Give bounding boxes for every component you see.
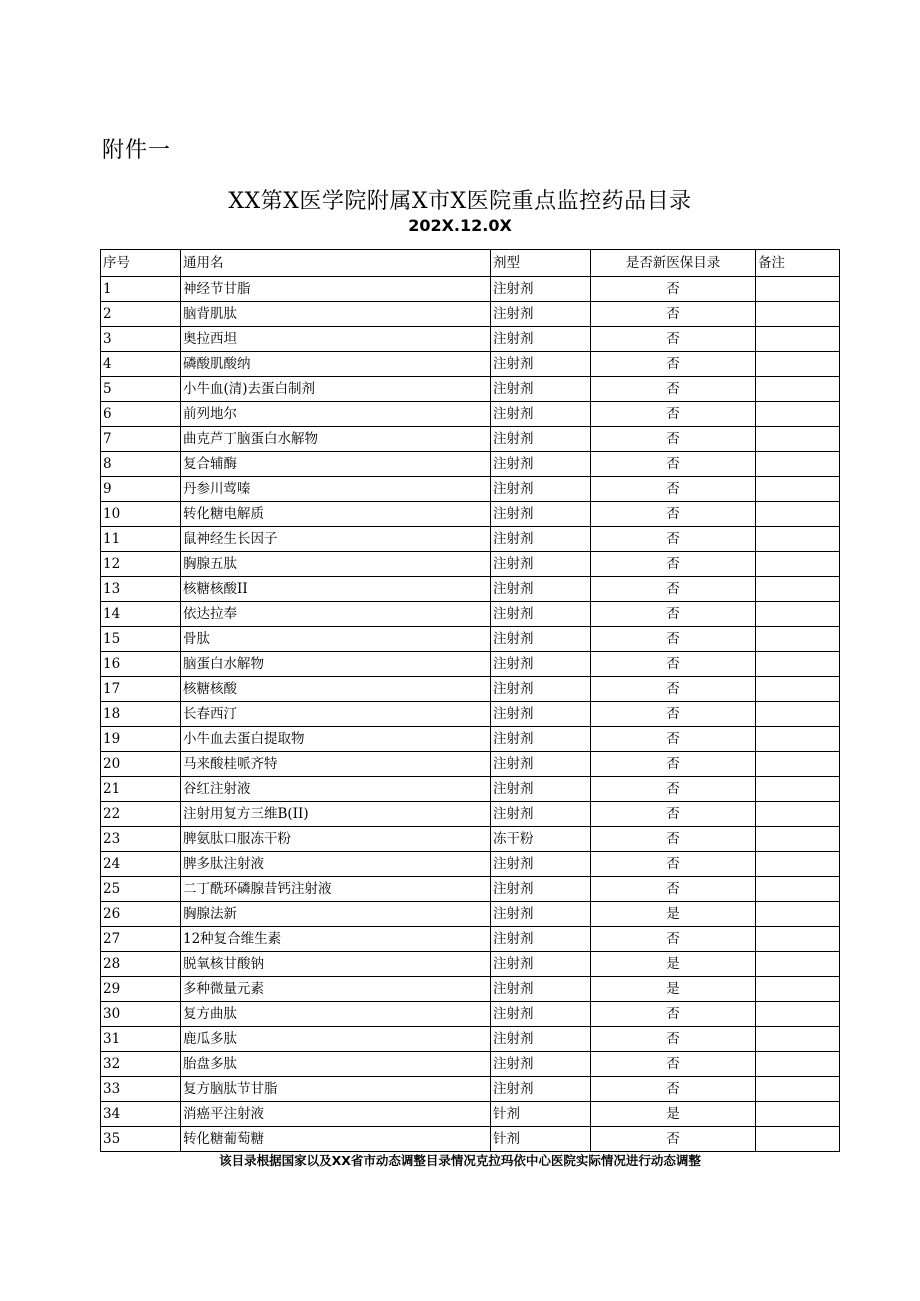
cell-serial-no: 6 [101, 402, 181, 427]
table-body [101, 277, 840, 1152]
cell-generic-name: 12种复合维生素 [181, 927, 491, 952]
document-date: 202X.12.0X [408, 216, 512, 235]
cell-generic-name: 磷酸肌酸纳 [181, 352, 491, 377]
cell-remark [756, 1127, 840, 1152]
cell-dosage-form: 注射剂 [491, 702, 591, 727]
attachment-label: 附件一 [102, 138, 172, 163]
cell-insurance-catalog: 否 [591, 627, 756, 652]
cell-dosage-form: 针剂 [491, 1102, 591, 1127]
cell-dosage-form: 注射剂 [491, 977, 591, 1002]
cell-serial-no: 7 [101, 427, 181, 452]
cell-dosage-form: 注射剂 [491, 452, 591, 477]
table-row [101, 852, 840, 877]
cell-remark [756, 627, 840, 652]
cell-remark [756, 377, 840, 402]
cell-insurance-catalog: 是 [591, 952, 756, 977]
cell-serial-no: 8 [101, 452, 181, 477]
table-row [101, 952, 840, 977]
cell-dosage-form: 注射剂 [491, 352, 591, 377]
cell-generic-name: 前列地尔 [181, 402, 491, 427]
cell-serial-no: 32 [101, 1052, 181, 1077]
table-row [101, 877, 840, 902]
cell-serial-no: 25 [101, 877, 181, 902]
cell-dosage-form: 注射剂 [491, 552, 591, 577]
cell-generic-name: 二丁酰环磷腺昔钙注射液 [181, 877, 491, 902]
cell-insurance-catalog: 否 [591, 752, 756, 777]
header-insurance-catalog: 是否新医保目录 [591, 250, 756, 277]
cell-remark [756, 927, 840, 952]
table-row [101, 777, 840, 802]
cell-generic-name: 骨肽 [181, 627, 491, 652]
cell-serial-no: 14 [101, 602, 181, 627]
cell-serial-no: 31 [101, 1027, 181, 1052]
cell-dosage-form: 注射剂 [491, 1077, 591, 1102]
cell-remark [756, 327, 840, 352]
table-row [101, 302, 840, 327]
table-header-row [101, 250, 840, 277]
cell-remark [756, 777, 840, 802]
cell-insurance-catalog: 否 [591, 652, 756, 677]
table-row [101, 277, 840, 302]
cell-insurance-catalog: 否 [591, 502, 756, 527]
cell-insurance-catalog: 否 [591, 402, 756, 427]
cell-insurance-catalog: 否 [591, 452, 756, 477]
cell-generic-name: 奥拉西坦 [181, 327, 491, 352]
cell-serial-no: 34 [101, 1102, 181, 1127]
cell-insurance-catalog: 否 [591, 352, 756, 377]
cell-generic-name: 小牛血(清)去蛋白制剂 [181, 377, 491, 402]
cell-dosage-form: 注射剂 [491, 602, 591, 627]
cell-remark [756, 952, 840, 977]
cell-dosage-form: 注射剂 [491, 477, 591, 502]
cell-generic-name: 鹿瓜多肽 [181, 1027, 491, 1052]
cell-dosage-form: 注射剂 [491, 727, 591, 752]
cell-insurance-catalog: 否 [591, 1052, 756, 1077]
table-row [101, 1127, 840, 1152]
table-row [101, 577, 840, 602]
table-row [101, 552, 840, 577]
cell-generic-name: 多种微量元素 [181, 977, 491, 1002]
cell-dosage-form: 注射剂 [491, 927, 591, 952]
cell-dosage-form: 注射剂 [491, 502, 591, 527]
cell-dosage-form: 冻干粉 [491, 827, 591, 852]
cell-insurance-catalog: 是 [591, 902, 756, 927]
cell-remark [756, 677, 840, 702]
cell-dosage-form: 注射剂 [491, 752, 591, 777]
cell-insurance-catalog: 否 [591, 327, 756, 352]
table-row [101, 902, 840, 927]
cell-serial-no: 9 [101, 477, 181, 502]
cell-generic-name: 依达拉奉 [181, 602, 491, 627]
header-serial-no: 序号 [101, 250, 181, 277]
cell-serial-no: 19 [101, 727, 181, 752]
cell-serial-no: 13 [101, 577, 181, 602]
cell-insurance-catalog: 否 [591, 802, 756, 827]
cell-remark [756, 1102, 840, 1127]
cell-insurance-catalog: 否 [591, 1077, 756, 1102]
table-row [101, 802, 840, 827]
table-row [101, 1002, 840, 1027]
cell-remark [756, 977, 840, 1002]
cell-remark [756, 752, 840, 777]
cell-remark [756, 527, 840, 552]
cell-serial-no: 4 [101, 352, 181, 377]
table-row [101, 1102, 840, 1127]
cell-serial-no: 20 [101, 752, 181, 777]
cell-generic-name: 转化糖电解质 [181, 502, 491, 527]
cell-insurance-catalog: 否 [591, 702, 756, 727]
cell-serial-no: 18 [101, 702, 181, 727]
cell-dosage-form: 注射剂 [491, 952, 591, 977]
cell-insurance-catalog: 否 [591, 377, 756, 402]
cell-remark [756, 302, 840, 327]
cell-dosage-form: 注射剂 [491, 427, 591, 452]
cell-insurance-catalog: 否 [591, 527, 756, 552]
cell-serial-no: 11 [101, 527, 181, 552]
cell-dosage-form: 注射剂 [491, 302, 591, 327]
cell-dosage-form: 注射剂 [491, 777, 591, 802]
cell-serial-no: 1 [101, 277, 181, 302]
cell-remark [756, 877, 840, 902]
cell-serial-no: 12 [101, 552, 181, 577]
cell-remark [756, 1077, 840, 1102]
cell-serial-no: 10 [101, 502, 181, 527]
cell-insurance-catalog: 是 [591, 1102, 756, 1127]
cell-insurance-catalog: 否 [591, 777, 756, 802]
header-dosage-form: 剂型 [491, 250, 591, 277]
table-row [101, 527, 840, 552]
cell-dosage-form: 注射剂 [491, 527, 591, 552]
cell-generic-name: 脾氨肽口服冻干粉 [181, 827, 491, 852]
cell-dosage-form: 注射剂 [491, 377, 591, 402]
table-row [101, 452, 840, 477]
table-row [101, 502, 840, 527]
table-row [101, 977, 840, 1002]
table-row [101, 402, 840, 427]
cell-remark [756, 902, 840, 927]
cell-insurance-catalog: 否 [591, 927, 756, 952]
cell-insurance-catalog: 否 [591, 852, 756, 877]
cell-remark [756, 1052, 840, 1077]
document-title: XX第X医学院附属X市X医院重点监控药品目录 [228, 189, 692, 214]
cell-dosage-form: 注射剂 [491, 902, 591, 927]
cell-insurance-catalog: 是 [591, 977, 756, 1002]
table-row [101, 427, 840, 452]
cell-serial-no: 23 [101, 827, 181, 852]
cell-remark [756, 477, 840, 502]
cell-generic-name: 消癌平注射液 [181, 1102, 491, 1127]
cell-generic-name: 小牛血去蛋白提取物 [181, 727, 491, 752]
table-row [101, 727, 840, 752]
table-row [101, 352, 840, 377]
cell-generic-name: 复方曲肽 [181, 1002, 491, 1027]
cell-insurance-catalog: 否 [591, 477, 756, 502]
cell-remark [756, 1027, 840, 1052]
cell-remark [756, 577, 840, 602]
drug-table [100, 249, 840, 1152]
cell-serial-no: 27 [101, 927, 181, 952]
cell-generic-name: 神经节甘脂 [181, 277, 491, 302]
cell-dosage-form: 注射剂 [491, 852, 591, 877]
cell-generic-name: 脾多肽注射液 [181, 852, 491, 877]
table-row [101, 827, 840, 852]
cell-dosage-form: 注射剂 [491, 677, 591, 702]
table-row [101, 652, 840, 677]
cell-remark [756, 427, 840, 452]
cell-insurance-catalog: 否 [591, 677, 756, 702]
cell-insurance-catalog: 否 [591, 277, 756, 302]
cell-generic-name: 胸腺法新 [181, 902, 491, 927]
cell-insurance-catalog: 否 [591, 727, 756, 752]
cell-generic-name: 复方脑肽节甘脂 [181, 1077, 491, 1102]
table-row [101, 1077, 840, 1102]
cell-remark [756, 1002, 840, 1027]
cell-remark [756, 277, 840, 302]
cell-dosage-form: 注射剂 [491, 402, 591, 427]
table-row [101, 627, 840, 652]
cell-serial-no: 21 [101, 777, 181, 802]
cell-generic-name: 丹参川莺嗪 [181, 477, 491, 502]
cell-serial-no: 29 [101, 977, 181, 1002]
cell-dosage-form: 注射剂 [491, 327, 591, 352]
cell-serial-no: 15 [101, 627, 181, 652]
cell-insurance-catalog: 否 [591, 302, 756, 327]
cell-remark [756, 702, 840, 727]
table-row [101, 1027, 840, 1052]
cell-serial-no: 35 [101, 1127, 181, 1152]
cell-generic-name: 马来酸桂哌齐特 [181, 752, 491, 777]
cell-serial-no: 17 [101, 677, 181, 702]
cell-dosage-form: 注射剂 [491, 877, 591, 902]
cell-serial-no: 22 [101, 802, 181, 827]
cell-dosage-form: 注射剂 [491, 627, 591, 652]
cell-dosage-form: 注射剂 [491, 1052, 591, 1077]
cell-generic-name: 曲克芦丁脑蛋白水解物 [181, 427, 491, 452]
cell-insurance-catalog: 否 [591, 602, 756, 627]
cell-serial-no: 16 [101, 652, 181, 677]
cell-generic-name: 核糖核酸 [181, 677, 491, 702]
cell-dosage-form: 注射剂 [491, 1002, 591, 1027]
cell-generic-name: 注射用复方三维B(II) [181, 802, 491, 827]
cell-serial-no: 3 [101, 327, 181, 352]
table-row [101, 702, 840, 727]
cell-insurance-catalog: 否 [591, 552, 756, 577]
cell-serial-no: 2 [101, 302, 181, 327]
table-row [101, 477, 840, 502]
cell-dosage-form: 注射剂 [491, 1027, 591, 1052]
cell-dosage-form: 针剂 [491, 1127, 591, 1152]
cell-serial-no: 24 [101, 852, 181, 877]
cell-remark [756, 852, 840, 877]
cell-insurance-catalog: 否 [591, 877, 756, 902]
cell-dosage-form: 注射剂 [491, 802, 591, 827]
footer-note: 该目录根据国家以及XX省市动态调整目录情况克拉玛依中心医院实际情况进行动态调整 [219, 1153, 701, 1168]
table-row [101, 327, 840, 352]
cell-serial-no: 26 [101, 902, 181, 927]
cell-insurance-catalog: 否 [591, 427, 756, 452]
cell-generic-name: 核糖核酸II [181, 577, 491, 602]
cell-generic-name: 脑背肌肽 [181, 302, 491, 327]
cell-remark [756, 502, 840, 527]
cell-serial-no: 28 [101, 952, 181, 977]
cell-remark [756, 802, 840, 827]
cell-remark [756, 452, 840, 477]
cell-serial-no: 33 [101, 1077, 181, 1102]
cell-generic-name: 谷红注射液 [181, 777, 491, 802]
cell-serial-no: 5 [101, 377, 181, 402]
cell-remark [756, 827, 840, 852]
cell-serial-no: 30 [101, 1002, 181, 1027]
cell-generic-name: 胎盘多肽 [181, 1052, 491, 1077]
table-row [101, 1052, 840, 1077]
cell-remark [756, 352, 840, 377]
header-remark: 备注 [756, 250, 840, 277]
cell-insurance-catalog: 否 [591, 1002, 756, 1027]
cell-remark [756, 402, 840, 427]
table-row [101, 602, 840, 627]
cell-generic-name: 脑蛋白水解物 [181, 652, 491, 677]
cell-generic-name: 脱氧核甘酸钠 [181, 952, 491, 977]
cell-remark [756, 652, 840, 677]
table-row [101, 752, 840, 777]
cell-remark [756, 727, 840, 752]
cell-generic-name: 转化糖葡萄糖 [181, 1127, 491, 1152]
cell-generic-name: 鼠神经生长因子 [181, 527, 491, 552]
cell-generic-name: 复合辅酶 [181, 452, 491, 477]
cell-generic-name: 胸腺五肽 [181, 552, 491, 577]
cell-remark [756, 602, 840, 627]
cell-insurance-catalog: 否 [591, 577, 756, 602]
table-row [101, 927, 840, 952]
cell-remark [756, 552, 840, 577]
cell-dosage-form: 注射剂 [491, 577, 591, 602]
cell-insurance-catalog: 否 [591, 827, 756, 852]
table-row [101, 377, 840, 402]
cell-insurance-catalog: 否 [591, 1127, 756, 1152]
cell-dosage-form: 注射剂 [491, 277, 591, 302]
table-row [101, 677, 840, 702]
cell-insurance-catalog: 否 [591, 1027, 756, 1052]
header-generic-name: 通用名 [181, 250, 491, 277]
cell-dosage-form: 注射剂 [491, 652, 591, 677]
cell-generic-name: 长春西汀 [181, 702, 491, 727]
